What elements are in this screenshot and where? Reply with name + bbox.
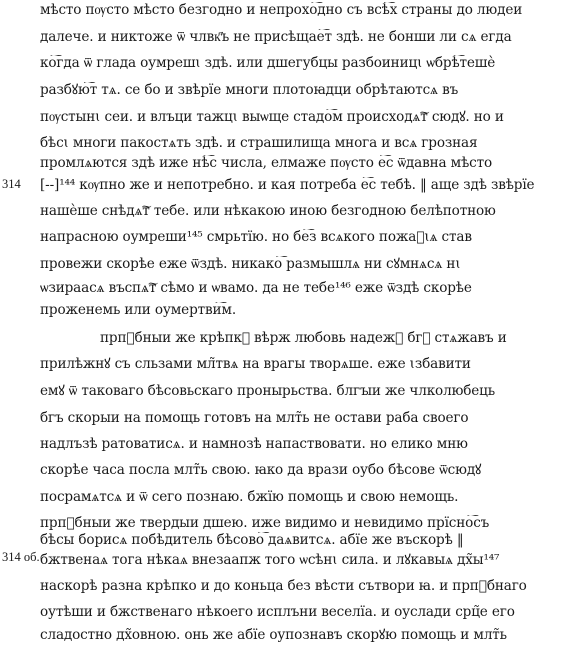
text-line: надлъзѣ ратоватисѧ. и намнозѣ напаствовати. но елико мню [40, 436, 468, 452]
text-line: промлѧются здѣ иже нѣ͠с числа, елмаже пѹсто е͠с ѿдавна мѣсто [40, 155, 492, 171]
folio-number-314: 314 [2, 177, 21, 191]
text-line: пѹстынꙇ сеи. и влъци тажцꙇ выѡще стадо͠м происходѧ͠т сюдꙋ. но и [40, 109, 504, 125]
text-line: проженемь или оумертви͠м. [40, 302, 237, 318]
text-line: прпⷣбныи же твердыи дшею. иже видимо и невидимо прїсно͠съ [40, 515, 490, 531]
text-line: напрасною оумреши¹⁴⁵ смрьтїю. но бе͠з всѧкого пожаⷩꙇѧ став [40, 229, 472, 245]
text-line: ко͠гда ѿ глада оумрешꙇ здѣ. или дшегубцы разбоиницꙇ ѡбрѣ͠тешѐ [40, 55, 496, 71]
text-line: разбꙋю͠т тѧ. се бо и звѣрїе многи плотоꙗдци обрѣтаютсѧ въ [40, 82, 459, 98]
text-line: скорѣе часа посла млт̃ь свою. ꙗко да врази оубо бѣсове ѿсюдꙋ [40, 462, 482, 478]
text-line: мѣсто пѹсто мѣсто безгодно и непрохо͠дно съ всѣ͠х страны до людеи [40, 2, 523, 18]
text-line: далече. и никтоже ѿ члвк҃ъ не присѣщае͠т здѣ. не бонши ли сѧ егда [40, 29, 512, 45]
text-line: сладостно дх̃овною. онь же абїе оупознавъ скорꙋю помощь и млт̃ь [40, 627, 507, 643]
text-line: бѣсꙇ многи пакостѧть здѣ. и страшилища многа и всѧ грозная [40, 135, 478, 151]
text-line: прпⷣбныи же крѣпкꙋ вѣрж любовь надежꙋ бгꙋ стѧжавъ и [100, 330, 507, 346]
folio-number-314-verso: 314 об. [2, 550, 40, 564]
text-line: [--]¹⁴⁴ кѹпно же и непотребно. и кая потреба е͠с тебѣ. ‖ аще здѣ звѣрїе [40, 177, 535, 193]
text-line: провежи скорѣе еже ѿздѣ. никако͠ размышлѧ ни сꙋмнѧсѧ нꙇ [40, 256, 461, 272]
text-line: бжтвенаѧ тога нѣкаѧ внезаапж того ѡсѣнꙇ сила. и лꙋкавыѧ дх̃ы¹⁴⁷ [40, 552, 500, 568]
text-line: бгъ скорыи на помощь готовъ на млт̃ь не остави раба своего [40, 410, 469, 426]
text-line: ѡзираасѧ въспѧ͠т сѣмо и ѡвамо. да не тебе¹⁴⁶ еже ѿздѣ скорѣе [40, 280, 472, 296]
text-line: емꙋ ѿ таковаго бѣсовьскаго пронырьства. блгꙑи же члколюбець [40, 383, 496, 399]
text-line: прилѣжнꙋ съ сльзами мл̃твѧ на врагы творѧше. еже ꙇзбавити [40, 356, 471, 372]
text-line: посрамѧтсѧ и ѿ сего познаю. бжїю помощь и свою немощь. [40, 489, 459, 505]
text-line: бѣсы борисѧ побѣдитель бѣсово͠ даѧвитсѧ. абїе же въскорѣ ‖ [40, 532, 464, 548]
text-line: нашѐше снѣдѧ͠т тебе. или нѣкакою иною безгодною белѣпотною [40, 203, 496, 219]
text-line: наскорѣ разна крѣпко и до коньца без вѣсти сътвори ꙗ. и прпⷣбнаго [40, 578, 527, 594]
text-line: оутѣши и бжственаго нѣкоего исплъни веселїа. и оуслади срц̃е его [40, 604, 515, 620]
